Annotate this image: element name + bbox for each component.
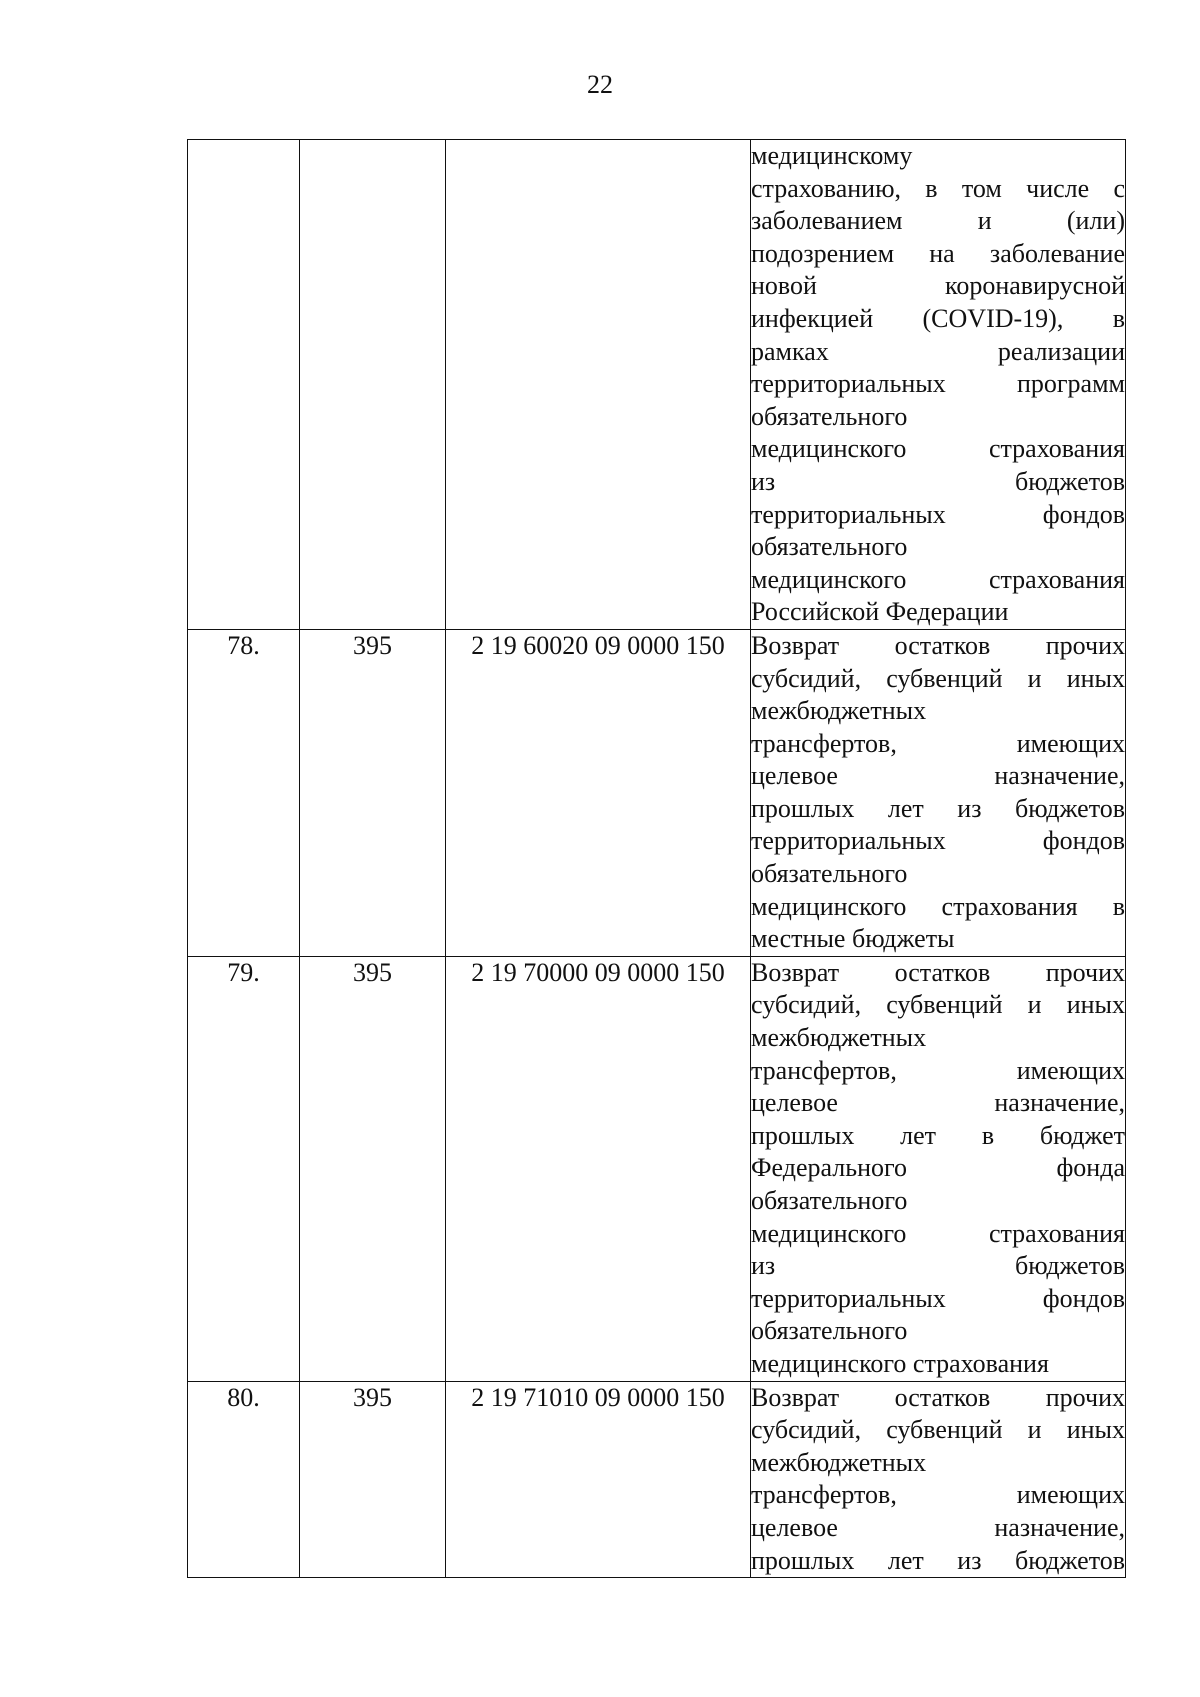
- budget-codes-table: [187, 139, 1126, 1578]
- description-line: инфекцией (COVID-19), в: [751, 303, 1125, 333]
- description-line: Возврат остатков прочих: [751, 957, 1125, 987]
- table-row: [188, 1381, 1126, 1578]
- description-line: рамках реализации: [751, 336, 1125, 366]
- revenue-description-cell: [751, 140, 1126, 630]
- description-line: новой коронавирусной: [751, 271, 1125, 301]
- row-number-cell: [188, 140, 300, 630]
- table-row: [188, 956, 1126, 1381]
- page-number: 22: [587, 70, 613, 99]
- description-line: территориальных фондов: [751, 1283, 1125, 1313]
- description-line: медицинскому: [751, 141, 913, 170]
- description-line: территориальных программ: [751, 369, 1125, 399]
- description-line: медицинского страхования: [751, 564, 1125, 594]
- description-line: обязательного: [751, 859, 908, 889]
- description-line: подозрением на заболевание: [751, 238, 1125, 268]
- description-line: субсидий, субвенций и иных: [751, 990, 1125, 1020]
- description-line: целевое назначение,: [751, 761, 1125, 791]
- description-line: медицинского страхования: [751, 1348, 1049, 1378]
- budget-classification-code-cell: 2 19 60020 09 0000 150: [446, 629, 751, 956]
- description-line: территориальных фондов: [751, 499, 1125, 529]
- description-line: Федерального фонда: [751, 1153, 1125, 1183]
- description-line: целевое назначение,: [751, 1512, 1125, 1542]
- row-number-cell: 78.: [188, 629, 300, 956]
- description-line: из бюджетов: [751, 466, 1125, 496]
- revenue-description-cell: [751, 1381, 1126, 1578]
- description-line: обязательного: [751, 532, 908, 562]
- description-line: субсидий, субвенций и иных: [751, 663, 1125, 693]
- description-line: прошлых лет из бюджетов: [751, 1545, 1125, 1575]
- table-row: [188, 629, 1126, 956]
- description-line: обязательного: [751, 1316, 908, 1346]
- description-line: заболеванием и (или): [751, 206, 1125, 236]
- description-line: прошлых лет в бюджет: [751, 1120, 1125, 1150]
- administrator-code-cell: 395: [300, 1381, 446, 1578]
- budget-classification-code-cell: 2 19 71010 09 0000 150: [446, 1381, 751, 1578]
- revenue-description-cell: [751, 956, 1126, 1381]
- description-line: прошлых лет из бюджетов: [751, 793, 1125, 823]
- administrator-code-cell: [300, 140, 446, 630]
- administrator-code-cell: 395: [300, 629, 446, 956]
- budget-classification-code-cell: 2 19 70000 09 0000 150: [446, 956, 751, 1381]
- description-line: Возврат остатков прочих: [751, 1382, 1125, 1412]
- description-line: трансфертов, имеющих: [751, 1480, 1125, 1510]
- table-row: [188, 140, 1126, 630]
- description-line: межбюджетных: [751, 1023, 927, 1053]
- revenue-description-cell: [751, 629, 1126, 956]
- description-line: из бюджетов: [751, 1251, 1125, 1281]
- description-line: межбюджетных: [751, 696, 927, 726]
- description-line: медицинского страхования: [751, 1218, 1125, 1248]
- description-line: страхованию, в том числе с: [751, 173, 1125, 203]
- description-line: обязательного: [751, 1186, 908, 1215]
- description-line: территориальных фондов: [751, 826, 1125, 856]
- description-line: Российской Федерации: [751, 597, 1009, 627]
- description-line: трансфертов, имеющих: [751, 728, 1125, 758]
- description-line: Возврат остатков прочих: [751, 630, 1125, 660]
- description-line: межбюджетных: [751, 1447, 927, 1477]
- budget-classification-code-cell: [446, 140, 751, 630]
- description-line: местные бюджеты: [751, 924, 955, 954]
- description-line: медицинского страхования: [751, 434, 1125, 464]
- description-line: обязательного: [751, 401, 908, 431]
- row-number-cell: 79.: [188, 956, 300, 1381]
- description-line: трансфертов, имеющих: [751, 1055, 1125, 1085]
- administrator-code-cell: 395: [300, 956, 446, 1381]
- description-line: медицинского страхования в: [751, 891, 1125, 921]
- description-line: целевое назначение,: [751, 1088, 1125, 1118]
- description-line: субсидий, субвенций и иных: [751, 1415, 1125, 1445]
- row-number-cell: 80.: [188, 1381, 300, 1578]
